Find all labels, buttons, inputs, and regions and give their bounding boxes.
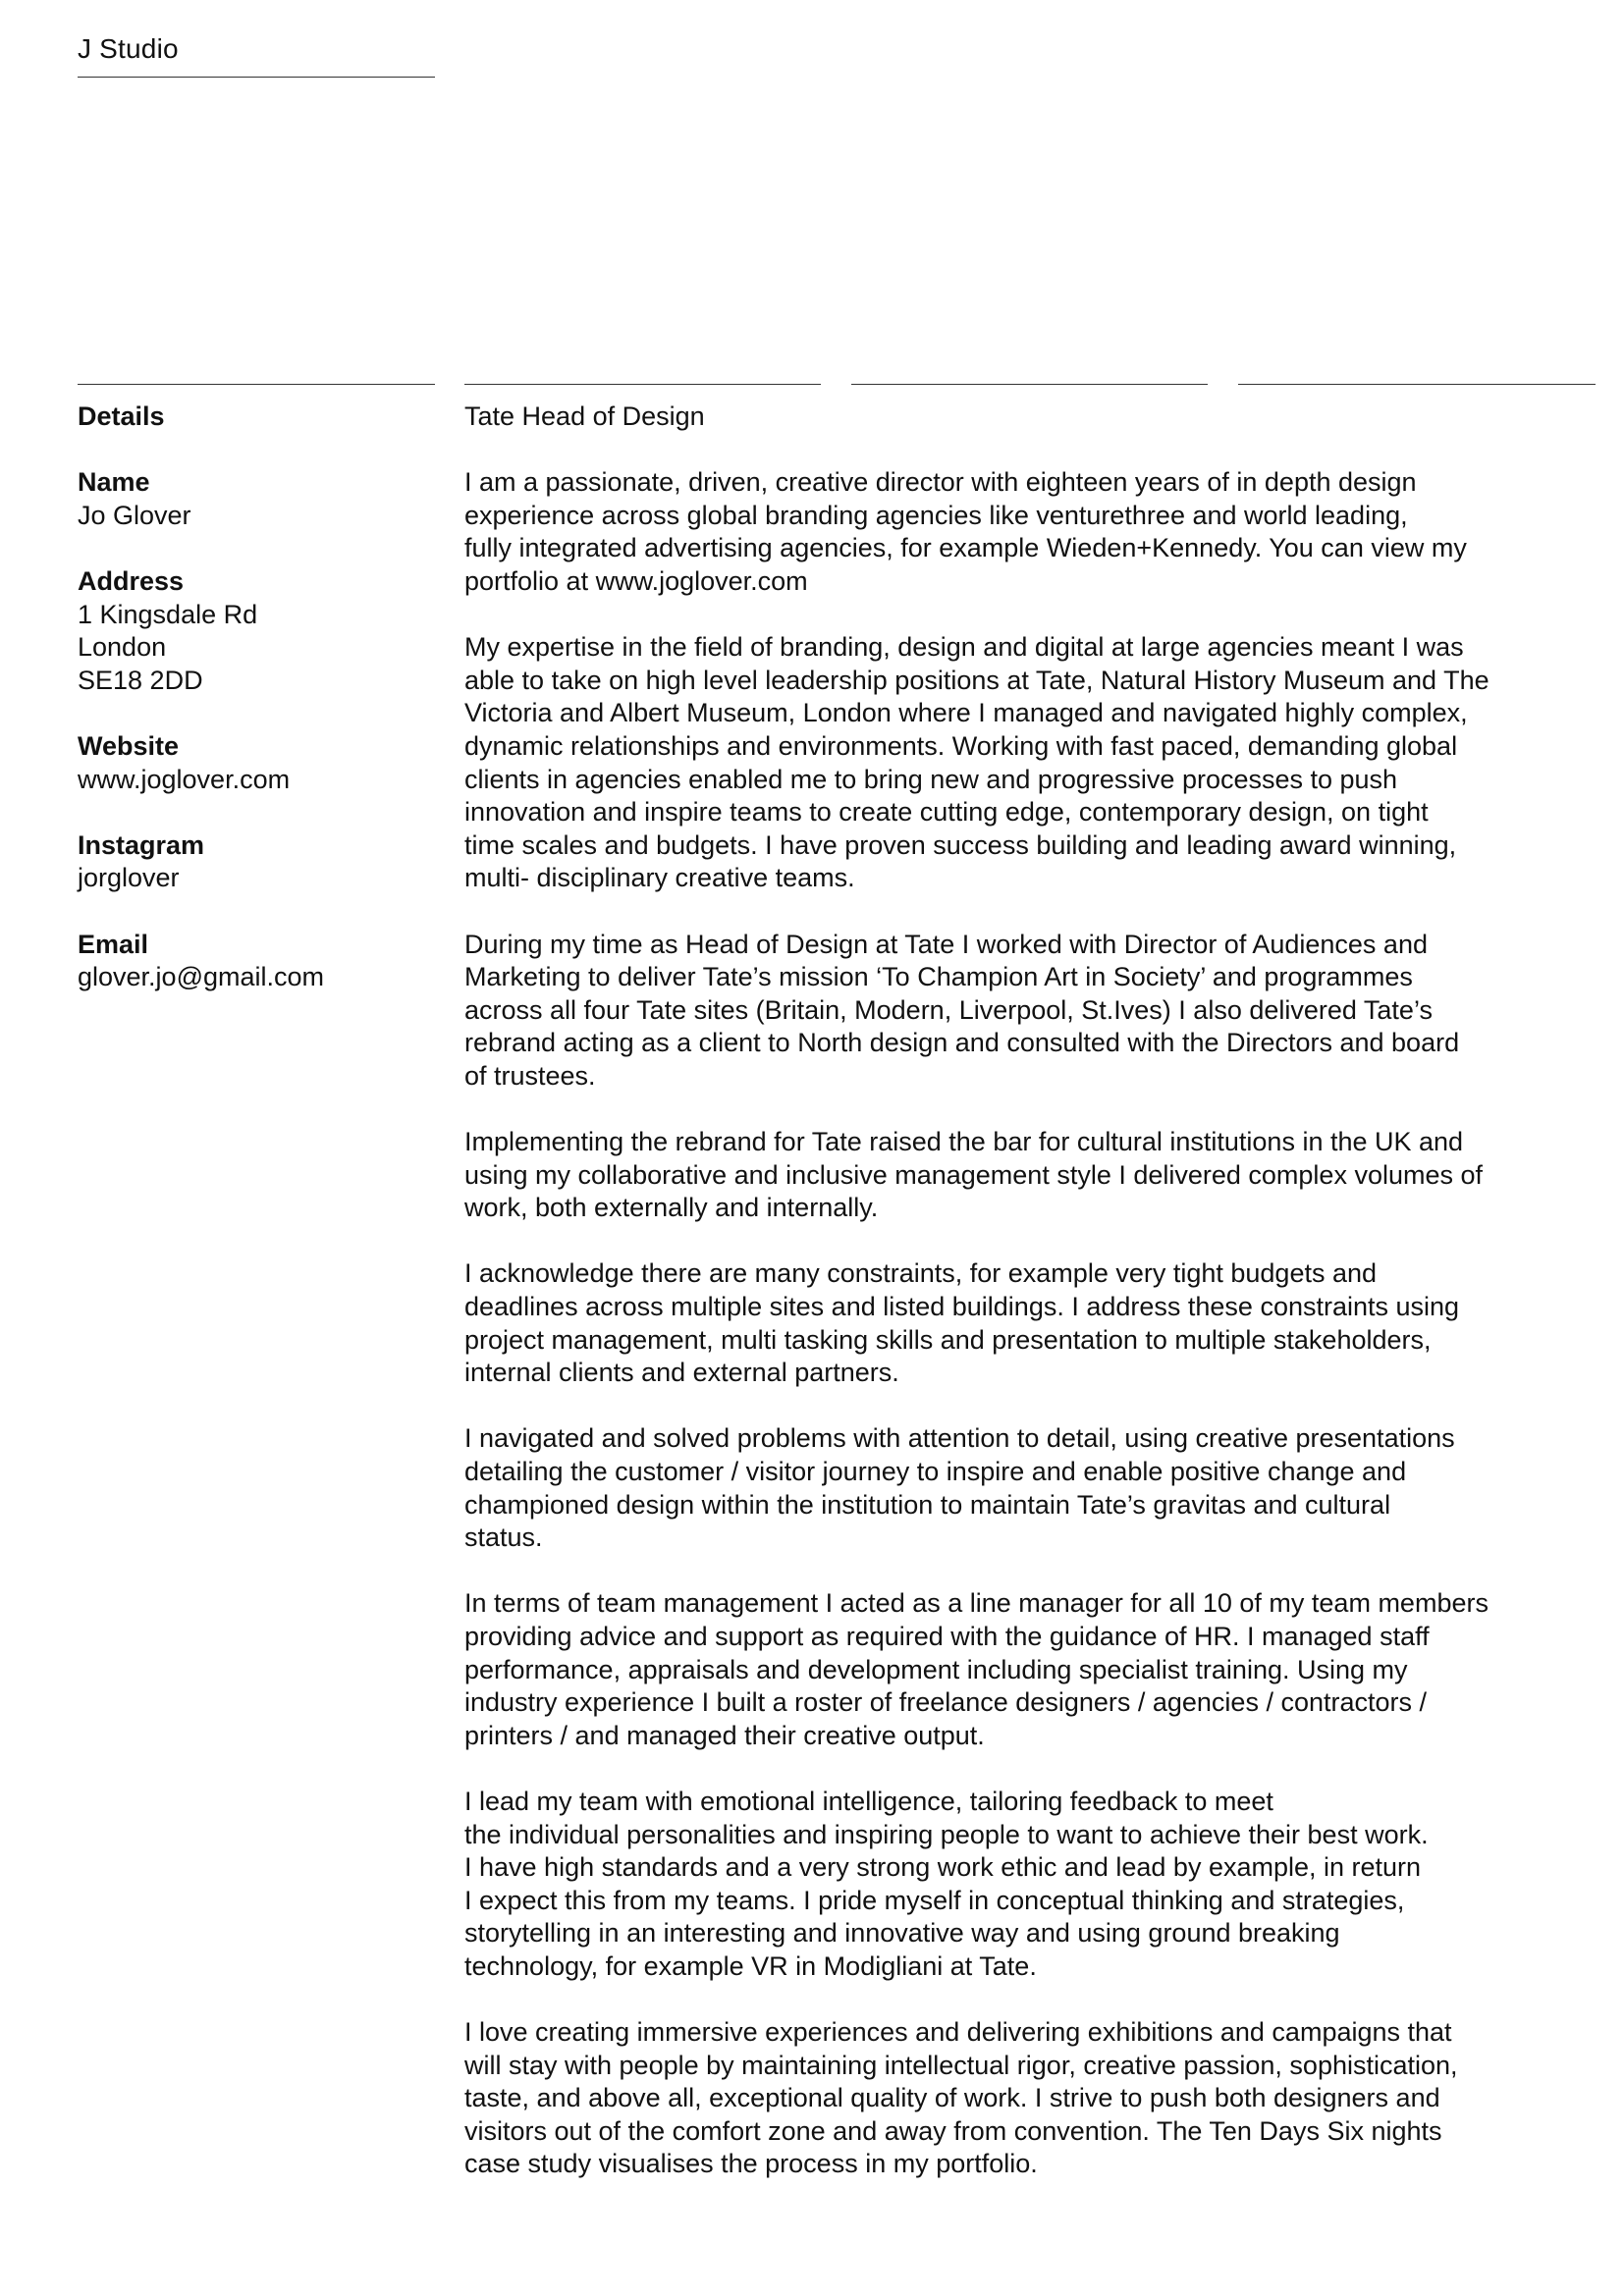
paragraph-line: I am a passionate, driven, creative director with eighteen years of in depth design bbox=[464, 467, 1417, 498]
paragraph-line: work, both externally and internally. bbox=[464, 1193, 879, 1223]
column-divider-4 bbox=[1238, 384, 1596, 385]
paragraph-line: Marketing to deliver Tate’s mission ‘To Champion Art in Society’ and programmes bbox=[464, 962, 1413, 992]
paragraph-9 bbox=[464, 2016, 1603, 2181]
paragraph-line: storytelling in an interesting and innovative way and using ground breaking bbox=[464, 1918, 1340, 1949]
paragraph-line: I expect this from my teams. I pride myself in conceptual thinking and strategies, bbox=[464, 1885, 1405, 1915]
paragraph-line: using my collaborative and inclusive management style I delivered complex volumes of bbox=[464, 1159, 1484, 1190]
field-label: Address bbox=[78, 565, 185, 596]
paragraph-line: I lead my team with emotional intelligence, tailoring feedback to meet bbox=[464, 1786, 1273, 1816]
paragraph-3 bbox=[464, 929, 1603, 1094]
paragraph-2 bbox=[464, 631, 1603, 895]
paragraph-line: During my time as Head of Design at Tate I worked with Director of Audiences and bbox=[464, 929, 1428, 959]
field-value: glover.jo@gmail.com bbox=[78, 962, 325, 992]
paragraph-line: project management, multi tasking skills and presentation to multiple stakeholders, bbox=[464, 1324, 1432, 1355]
paragraph-5 bbox=[464, 1257, 1603, 1389]
paragraph-line: able to take on high level leadership positions at Tate, Natural History Museum and The bbox=[464, 665, 1489, 695]
field-label: Email bbox=[78, 929, 149, 959]
column-divider-2 bbox=[464, 384, 821, 385]
paragraph-line: rebrand acting as a client to North design and consulted with the Directors and board bbox=[464, 1028, 1460, 1058]
details-heading: Details bbox=[78, 401, 165, 431]
paragraph-line: will stay with people by maintaining intellectual rigor, creative passion, sophistication, bbox=[464, 2050, 1458, 2080]
paragraph-line: I love creating immersive experiences and delivering exhibitions and campaigns that bbox=[464, 2017, 1452, 2048]
paragraph-8 bbox=[464, 1786, 1603, 1984]
paragraph-4 bbox=[464, 1126, 1603, 1225]
paragraph-line: across all four Tate sites (Britain, Modern, Liverpool, St.Ives) I also delivered Tate’s bbox=[464, 994, 1433, 1025]
paragraph-line: experience across global branding agencies like venturethree and world leading, bbox=[464, 500, 1408, 530]
letter-body bbox=[464, 466, 1603, 2181]
paragraph-line: internal clients and external partners. bbox=[464, 1358, 899, 1388]
field-label: Instagram bbox=[78, 829, 205, 860]
field-value: Jo Glover bbox=[78, 500, 191, 530]
paragraph-line: portfolio at www.joglover.com bbox=[464, 565, 808, 596]
paragraph-line: dynamic relationships and environments. Working with fast paced, demanding global bbox=[464, 730, 1458, 761]
paragraph-line: championed design within the institution to maintain Tate’s gravitas and cultural bbox=[464, 1489, 1391, 1520]
paragraph-line: of trustees. bbox=[464, 1060, 596, 1091]
paragraph-line: case study visualises the process in my portfolio. bbox=[464, 2149, 1038, 2179]
paragraph-7 bbox=[464, 1587, 1603, 1752]
details-sidebar bbox=[78, 400, 435, 1027]
field-value: jorglover bbox=[78, 863, 180, 893]
paragraph-line: clients in agencies enabled me to bring new and progressive processes to push bbox=[464, 764, 1398, 794]
paragraph-line: providing advice and support as required with the guidance of HR. I managed staff bbox=[464, 1621, 1430, 1651]
cover-letter bbox=[464, 400, 1603, 2215]
paragraph-line: industry experience I built a roster of freelance designers / agencies / contractors / bbox=[464, 1687, 1428, 1718]
paragraph-line: detailing the customer / visitor journey to inspire and enable positive change and bbox=[464, 1457, 1407, 1486]
field-value: 1 Kingsdale Rd bbox=[78, 599, 258, 629]
field-website bbox=[78, 730, 435, 796]
paragraph-6 bbox=[464, 1422, 1603, 1554]
paragraph-line: visitors out of the comfort zone and away from convention. The Ten Days Six nights bbox=[464, 2115, 1442, 2146]
field-value: London bbox=[78, 632, 167, 663]
paragraph-line: taste, and above all, exceptional quality of work. I strive to push both designers and bbox=[464, 2083, 1440, 2113]
letter-title: Tate Head of Design bbox=[464, 401, 705, 431]
paragraph-1 bbox=[464, 466, 1603, 598]
paragraph-line: performance, appraisals and development including specialist training. Using my bbox=[464, 1654, 1408, 1684]
paragraph-line: status. bbox=[464, 1522, 543, 1553]
field-label: Name bbox=[78, 467, 150, 498]
details-fields bbox=[78, 466, 435, 994]
paragraph-line: the individual personalities and inspiring people to want to achieve their best work. bbox=[464, 1819, 1429, 1849]
field-label: Website bbox=[78, 730, 180, 761]
paragraph-line: time scales and budgets. I have proven success building and leading award winning, bbox=[464, 829, 1457, 860]
paragraph-line: multi- disciplinary creative teams. bbox=[464, 863, 855, 893]
paragraph-line: Victoria and Albert Museum, London where I managed and navigated highly complex, bbox=[464, 698, 1468, 728]
column-divider-3 bbox=[851, 384, 1208, 385]
field-address bbox=[78, 565, 435, 697]
field-name bbox=[78, 466, 435, 532]
paragraph-line: I acknowledge there are many constraints, for example very tight budgets and bbox=[464, 1258, 1378, 1289]
paragraph-line: Implementing the rebrand for Tate raised the bar for cultural institutions in the UK and bbox=[464, 1127, 1464, 1157]
field-email bbox=[78, 929, 435, 994]
paragraph-line: technology, for example VR in Modigliani at Tate. bbox=[464, 1950, 1037, 1981]
paragraph-line: In terms of team management I acted as a line manager for all 10 of my team members bbox=[464, 1588, 1489, 1619]
brand-divider bbox=[78, 77, 435, 78]
paragraph-line: My expertise in the field of branding, design and digital at large agencies meant I was bbox=[464, 632, 1464, 663]
field-instagram bbox=[78, 829, 435, 895]
paragraph-line: printers / and managed their creative output. bbox=[464, 1720, 985, 1750]
field-value: www.joglover.com bbox=[78, 764, 291, 794]
brand-name: J Studio bbox=[78, 33, 179, 64]
field-value: SE18 2DD bbox=[78, 665, 203, 695]
paragraph-line: I navigated and solved problems with attention to detail, using creative presentations bbox=[464, 1423, 1455, 1454]
paragraph-line: I have high standards and a very strong work ethic and lead by example, in return bbox=[464, 1852, 1422, 1883]
column-divider-1 bbox=[78, 384, 435, 385]
paragraph-line: deadlines across multiple sites and listed buildings. I address these constraints using bbox=[464, 1292, 1460, 1322]
paragraph-line: fully integrated advertising agencies, for example Wieden+Kennedy. You can view my bbox=[464, 533, 1467, 563]
paragraph-line: innovation and inspire teams to create cutting edge, contemporary design, on tight bbox=[464, 797, 1429, 828]
